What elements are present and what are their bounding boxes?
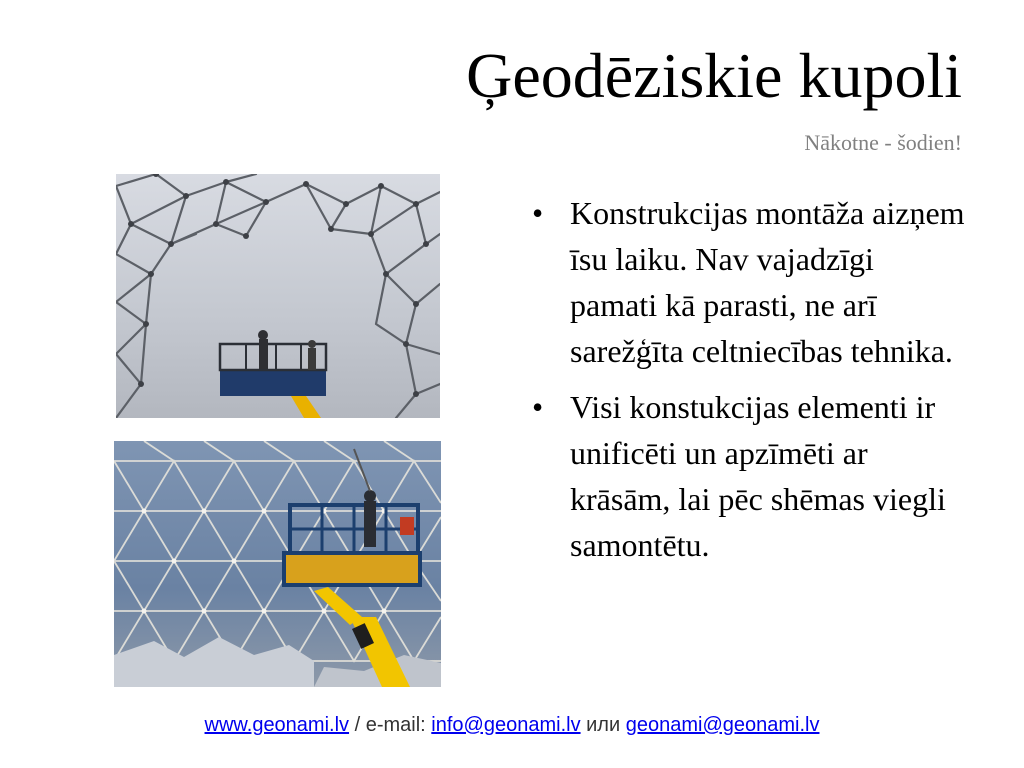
email-link-info[interactable]: info@geonami.lv (431, 714, 581, 736)
dome-yellow-lift-photo-icon (114, 441, 441, 687)
bullet-text: Konstrukcijas montāža aizņem īsu laiku. Nav vajadzīgi pamati kā parasti, ne arī sarežģīta celtniecības tehnika. (570, 195, 965, 369)
slide-subtitle: Nākotne - šodien! (804, 130, 962, 155)
website-link[interactable]: www.geonami.lv (204, 714, 350, 736)
bullet-list (528, 190, 968, 578)
email-link-geonami[interactable]: geonami@geonami.lv (625, 714, 820, 736)
bullet-item (528, 190, 968, 374)
bullet-text: Visi konstukcijas elementi ir unificēti un apzīmēti ar krāsām, lai pēc shēmas viegli samontētu. (570, 389, 946, 563)
footer-contacts (0, 714, 1024, 737)
bullet-item (528, 384, 968, 568)
footer-separator: / e-mail: (349, 714, 432, 736)
bullet-symbol: • (532, 195, 544, 231)
footer-separator: или (580, 714, 626, 736)
dome-frame-photo-top (116, 174, 440, 418)
dome-frame-photo-bottom (114, 441, 441, 687)
dome-lift-photo-icon (116, 174, 440, 418)
slide-title: Ģeodēziskie kupoli (466, 40, 962, 111)
bullet-symbol: • (532, 389, 544, 425)
